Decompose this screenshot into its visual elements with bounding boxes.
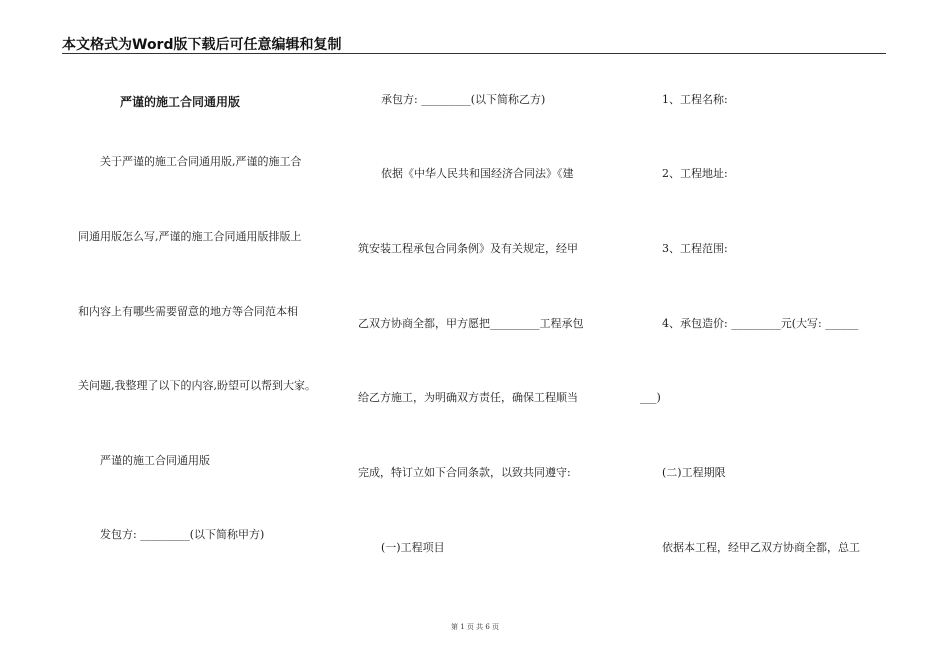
- col3-line-3: 3、工程范围:: [662, 242, 728, 255]
- col1-line-5: 严谨的施工合同通用版: [100, 454, 210, 467]
- col2-line-2: 依据《中华人民共和国经济合同法》《建: [381, 167, 574, 180]
- document-title: 严谨的施工合同通用版: [120, 95, 241, 109]
- col2-line-3: 筑安装工程承包合同条例》及有关规定，经甲: [358, 242, 578, 255]
- col3-line-2: 2、工程地址:: [662, 167, 728, 180]
- col2-line-5: 给乙方施工，为明确双方责任，确保工程顺当: [358, 391, 578, 404]
- col3-line-1: 1、工程名称:: [662, 93, 728, 106]
- col1-line-3: 和内容上有哪些需要留意的地方等合同范本相: [78, 305, 298, 318]
- col2-line-1: 承包方: _________(以下简称乙方): [381, 93, 546, 106]
- col3-line-4: 4、承包造价: _________元(大写: ______: [662, 317, 859, 330]
- col1-line-2: 同通用版怎么写,严谨的施工合同通用版排版上: [78, 230, 302, 243]
- page-number: 第 1 页 共 6 页: [450, 623, 500, 631]
- col1-line-1: 关于严谨的施工合同通用版,严谨的施工合: [100, 155, 302, 168]
- col1-line-6: 发包方: _________(以下简称甲方): [100, 528, 265, 541]
- col3-line-7: 依据本工程，经甲乙双方协商全都，总工: [662, 541, 860, 554]
- col3-line-6: (二)工程期限: [662, 466, 726, 479]
- col2-line-4: 乙双方协商全都，甲方愿把_________工程承包: [358, 317, 584, 330]
- col2-line-7: (一)工程项目: [381, 541, 445, 554]
- col1-line-4: 关问题,我整理了以下的内容,盼望可以帮到大家。: [78, 379, 316, 392]
- col3-line-5: ___): [640, 391, 661, 404]
- col2-line-6: 完成，特订立如下合同条款，以致共同遵守:: [358, 466, 571, 479]
- document-header-title: 本文格式为Word版下载后可任意编辑和复制: [62, 37, 342, 53]
- header-divider: [62, 53, 886, 54]
